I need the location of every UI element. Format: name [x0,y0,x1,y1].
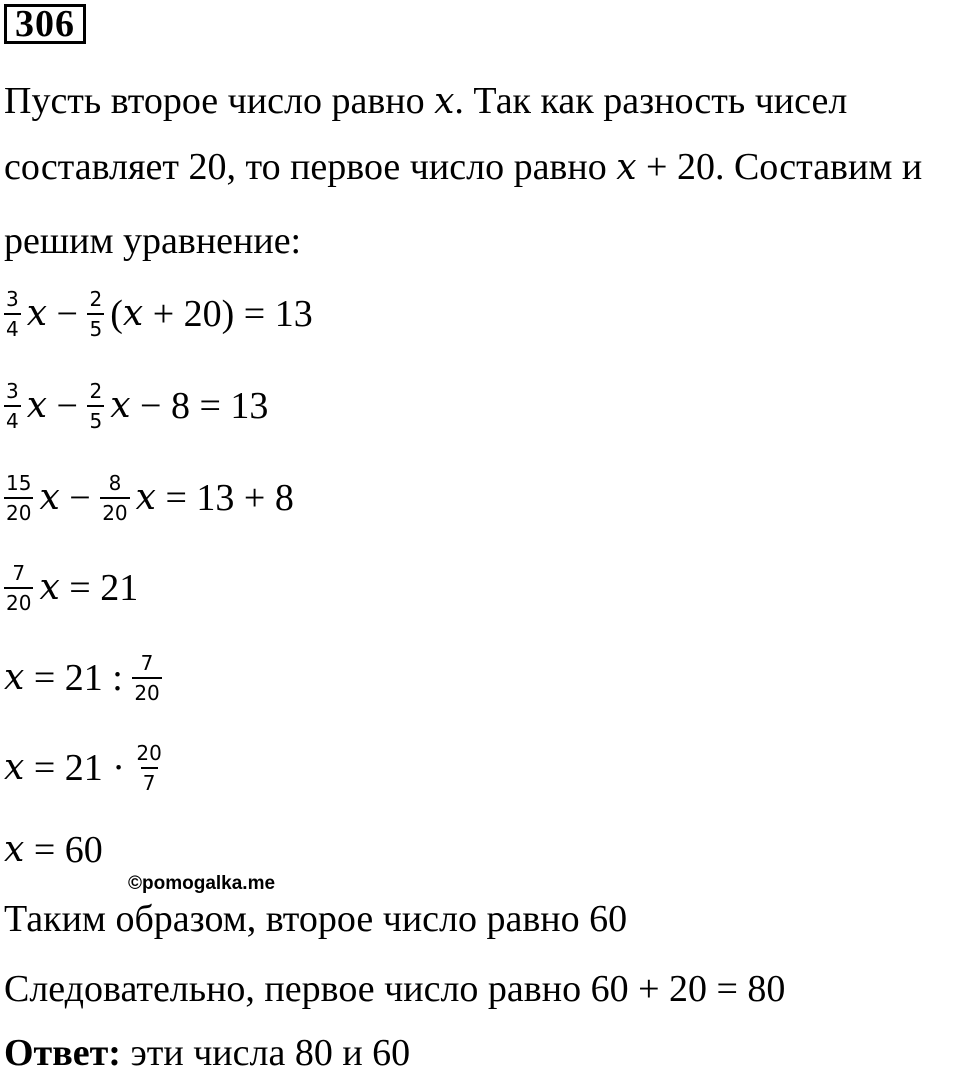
equation-5 [4,640,168,716]
fraction-denominator: 4 [4,405,21,431]
fraction [4,289,21,339]
variable-x: x [39,477,60,518]
intro-text: решим уравнение: [4,220,302,262]
fraction-numerator: 7 [12,561,26,585]
fraction-denominator: 20 [100,497,129,523]
operator: − [47,385,88,427]
fraction-numerator: 2 [89,287,103,311]
variable-x: x [4,829,25,870]
variable-x: x [110,385,131,426]
conclusion-text: Следовательно, первое число равно 60 + 20 = 80 [4,968,786,1010]
intro-text: + 20. Составим и [636,146,923,188]
answer-text: эти числа 80 и 60 [120,1032,411,1074]
fraction-denominator: 5 [87,313,104,339]
intro-line-3 [4,222,301,260]
fraction-denominator: 20 [132,677,161,703]
fraction-denominator: 20 [4,587,33,613]
operator: − [47,293,88,335]
intro-line-2 [4,148,922,186]
equation-rest: = 13 + 8 [155,477,294,519]
answer-label: Ответ: [4,1032,121,1074]
equation-rest: − 8 = 13 [130,385,269,427]
variable-x: x [4,657,25,698]
fraction [4,381,21,431]
equation-1 [4,276,313,352]
conclusion-line-1 [4,900,627,938]
variable-x: x [26,385,48,426]
fraction [4,563,33,613]
equation-rest: + 20) = 13 [143,293,313,335]
fraction [100,473,129,523]
paren: ( [110,293,123,335]
answer-line [4,1034,410,1072]
variable-x: x [434,81,455,122]
fraction-denominator: 4 [4,313,21,339]
equation-7 [4,812,103,888]
fraction [132,653,161,703]
fraction-denominator: 5 [87,405,104,431]
intro-line-1 [4,82,847,120]
variable-x: x [26,293,48,334]
variable-x: x [122,293,144,334]
fraction [134,743,163,793]
equation-rest: = 21 [59,567,139,609]
intro-text: составляет 20, то первое число равно [4,146,617,188]
problem-number-text: 306 [15,3,75,45]
conclusion-line-2 [4,970,785,1008]
equation-rest: = 60 [24,829,103,871]
equation-middle: = 21 · [24,747,135,789]
conclusion-text: Таким образом, второе число равно 60 [4,898,628,940]
equation-4 [4,550,138,626]
fraction-denominator: 20 [4,497,33,523]
fraction [4,473,33,523]
fraction [87,381,104,431]
operator: − [59,477,101,519]
problem-number [4,4,86,44]
variable-x: x [4,747,25,788]
fraction [87,289,104,339]
fraction-numerator: 8 [108,471,122,495]
fraction-numerator: 20 [136,741,162,765]
fraction-numerator: 15 [6,471,32,495]
intro-text: Пусть второе число равно [4,80,435,122]
fraction-numerator: 3 [6,287,19,311]
variable-x: x [135,477,156,518]
watermark: ©pomogalka.me [128,873,276,894]
variable-x: x [616,147,637,188]
fraction-numerator: 7 [140,651,154,675]
intro-text: . Так как разность чисел [454,80,848,122]
equation-3 [4,460,294,536]
fraction-denominator: 7 [141,767,158,793]
equation-2 [4,368,268,444]
fraction-numerator: 2 [89,379,103,403]
equation-6 [4,730,170,806]
fraction-numerator: 3 [6,379,19,403]
equation-middle: = 21 : [24,657,133,699]
variable-x: x [39,567,60,608]
